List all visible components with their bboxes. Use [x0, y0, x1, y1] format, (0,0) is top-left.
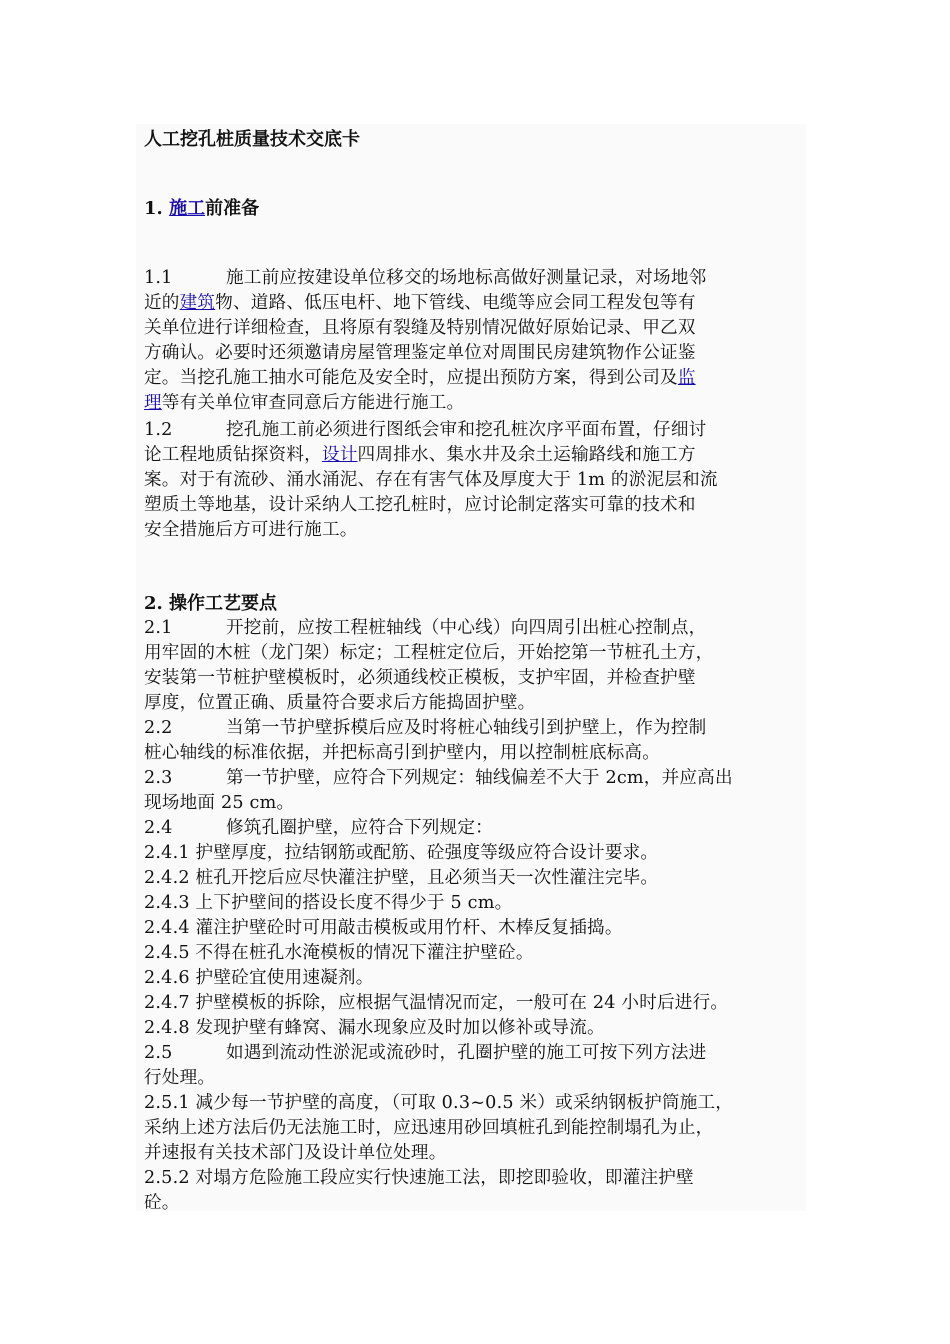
paragraph-1-2 — [144, 418, 718, 543]
document-title: 人工挖孔桩质量技术交底卡 — [144, 129, 360, 150]
paragraph-text: 现场地面 25 cm。 — [144, 793, 295, 813]
section-1-heading — [144, 196, 259, 222]
paragraph-1-1 — [144, 266, 706, 416]
paragraph-text: 2.5.2 对塌方危险施工段应实行快速施工法，即挖即验收，即灌注护壁 — [144, 1168, 694, 1188]
list-item: 2.4.6 护壁砼宜使用速凝剂。 — [144, 968, 374, 988]
paragraph-text: 第一节护壁，应符合下列规定：轴线偏差不大于 2cm，并应高出 — [226, 768, 733, 788]
link-sheji[interactable]: 设计 — [321, 445, 358, 465]
paragraph-text: 桩心轴线的标准依据，并把标高引到护壁内，用以控制桩底标高。 — [144, 743, 661, 763]
paragraph-number: 2.5 — [144, 1043, 173, 1063]
paragraph-text: 定。当挖孔施工抽水可能危及安全时，应提出预防方案，得到公司及 — [144, 368, 678, 388]
paragraph-number: 2.1 — [144, 618, 173, 638]
paragraph-2-2 — [144, 716, 706, 766]
section-1-number: 1. — [144, 198, 163, 219]
paragraph-text: 关单位进行详细检查，且将原有裂缝及特别情况做好原始记录、甲乙双 — [144, 318, 696, 338]
paragraph-text: 论工程地质钻探资料， — [144, 445, 322, 465]
paragraph-text: 安装第一节桩护壁模板时，必须通线校正模板，支护牢固，并检查护壁 — [144, 668, 696, 688]
link-jianzhu[interactable]: 建筑 — [179, 293, 216, 313]
paragraph-text: 厚度，位置正确、质量符合要求后方能捣固护壁。 — [144, 693, 536, 713]
paragraph-text: 修筑孔圈护壁，应符合下列规定： — [226, 818, 493, 838]
paragraph-text: 近的 — [144, 293, 180, 313]
link-jianli-part2[interactable]: 理 — [144, 393, 162, 413]
paragraph-2-5 — [144, 1041, 733, 1216]
list-item: 2.4.1 护壁厚度，拉结钢筋或配筋、砼强度等级应符合设计要求。 — [144, 843, 659, 863]
paragraph-number: 1.2 — [144, 420, 173, 440]
paragraph-text: 四周排水、集水井及余土运输路线和施工方 — [357, 445, 696, 465]
paragraph-text: 当第一节护壁拆模后应及时将桩心轴线引到护壁上，作为控制 — [226, 718, 707, 738]
paragraph-number: 2.3 — [144, 768, 173, 788]
paragraph-text: 采纳上述方法后仍无法施工时，应迅速用砂回填桩孔到能控制塌孔为止， — [144, 1118, 714, 1138]
list-item: 2.4.4 灌注护壁砼时可用敲击模板或用竹杆、木棒反复插捣。 — [144, 918, 623, 938]
paragraph-number: 1.1 — [144, 268, 173, 288]
paragraph-text: 砼。 — [144, 1193, 180, 1213]
link-shigong[interactable]: 施工 — [169, 198, 206, 219]
paragraph-2-1 — [144, 616, 713, 716]
paragraph-2-4 — [144, 816, 728, 1041]
paragraph-text: 行处理。 — [144, 1068, 216, 1088]
paragraph-text: 等有关单位审查同意后方能进行施工。 — [161, 393, 465, 413]
list-item: 2.4.7 护壁模板的拆除，应根据气温情况而定，一般可在 24 小时后进行。 — [144, 993, 729, 1013]
paragraph-text: 物、道路、低压电杆、地下管线、电缆等应会同工程发包等有 — [215, 293, 696, 313]
list-item: 2.4.8 发现护壁有蜂窝、漏水现象应及时加以修补或导流。 — [144, 1018, 605, 1038]
paragraph-text: 2.5.1 减少每一节护壁的高度，（可取 0.3~0.5 米）或采纳钢板护筒施工， — [144, 1093, 734, 1113]
paragraph-text: 安全措施后方可进行施工。 — [144, 520, 358, 540]
list-item: 2.4.2 桩孔开挖后应尽快灌注护壁，且必须当天一次性灌注完毕。 — [144, 868, 659, 888]
paragraph-text: 如遇到流动性淤泥或流砂时，孔圈护壁的施工可按下列方法进 — [226, 1043, 707, 1063]
paragraph-text: 挖孔施工前必须进行图纸会审和挖孔桩次序平面布置，仔细讨 — [226, 420, 707, 440]
paragraph-text: 施工前应按建设单位移交的场地标高做好测量记录，对场地邻 — [226, 268, 707, 288]
section-1-heading-rest: 前准备 — [205, 198, 260, 219]
list-item: 2.4.5 不得在桩孔水淹模板的情况下灌注护壁砼。 — [144, 943, 534, 963]
section-2-heading: 2. 操作工艺要点 — [144, 593, 278, 614]
paragraph-text: 塑质土等地基，设计采纳人工挖孔桩时，应讨论制定落实可靠的技术和 — [144, 495, 696, 515]
paragraph-number: 2.2 — [144, 718, 173, 738]
paragraph-number: 2.4 — [144, 818, 173, 838]
paragraph-text: 并速报有关技术部门及设计单位处理。 — [144, 1143, 447, 1163]
paragraph-text: 方确认。必要时还须邀请房屋管理鉴定单位对周围民房建筑物作公证鉴 — [144, 343, 696, 363]
paragraph-text: 案。对于有流砂、涌水涌泥、存在有害气体及厚度大于 1m 的淤泥层和流 — [144, 470, 718, 490]
paragraph-text: 用牢固的木桩（龙门架）标定；工程桩定位后，开始挖第一节桩孔土方， — [144, 643, 714, 663]
paragraph-2-3 — [144, 766, 733, 816]
list-item: 2.4.3 上下护壁间的搭设长度不得少于 5 cm。 — [144, 893, 513, 913]
link-jianli-part1[interactable]: 监 — [677, 368, 696, 388]
paragraph-text: 开挖前，应按工程桩轴线（中心线）向四周引出桩心控制点， — [226, 618, 707, 638]
